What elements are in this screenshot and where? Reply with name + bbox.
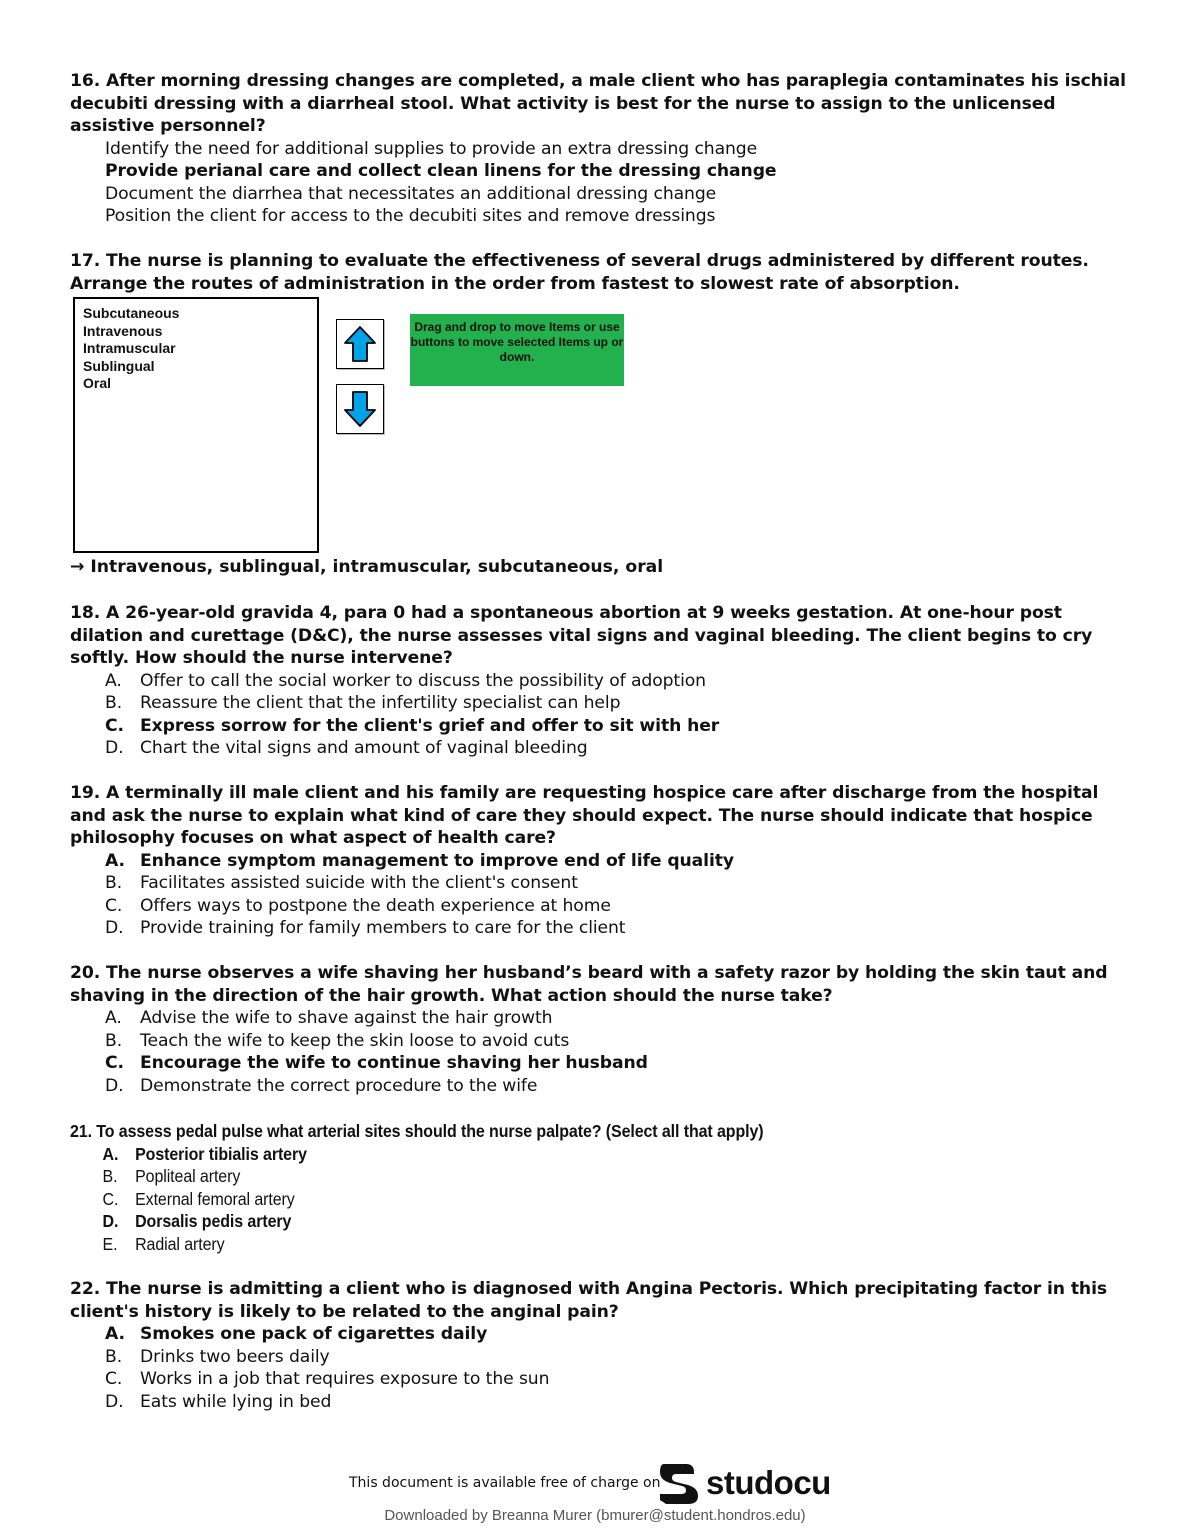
option-correct	[70, 715, 1130, 738]
question-17	[70, 250, 1130, 295]
question-stem: 16. After morning dressing changes are completed, a male client who has paraplegia contaminates his ischial decubiti dressing with a diarrheal stool. What activity is best for the nurse to assign to the unlicensed assistive personnel?	[70, 71, 1126, 136]
option-text: Smokes one pack of cigarettes daily	[140, 1324, 488, 1344]
question-stem: 20. The nurse observes a wife shaving her husband’s beard with a safety razor by holding the skin taut and shaving in the direction of the hair growth. What action should the nurse take?	[70, 963, 1108, 1006]
option-correct	[70, 1323, 1130, 1346]
option-letter: C.	[105, 1053, 124, 1073]
question-20	[70, 962, 1130, 1097]
option-letter: A.	[105, 670, 122, 691]
options-list	[70, 1323, 1130, 1413]
option-letter: D.	[105, 1391, 124, 1412]
option-text: Posterior tibialis artery	[135, 1143, 307, 1164]
option-letter: C.	[105, 1369, 123, 1389]
drag-item-oral[interactable]: Oral	[83, 375, 112, 391]
option-letter: C.	[102, 1188, 119, 1209]
option-letter: A.	[102, 1143, 119, 1164]
option-text: Enhance symptom management to improve end of life quality	[140, 850, 734, 871]
option-text: Position the client for access to the decubiti sites and remove dressings	[105, 206, 716, 226]
option-letter: A.	[105, 1324, 125, 1344]
option-letter: D.	[105, 1075, 124, 1096]
arrow-right-icon: →	[70, 557, 85, 577]
option	[70, 183, 1130, 206]
move-down-button[interactable]	[336, 384, 384, 434]
option-text: Drinks two beers daily	[140, 1346, 330, 1367]
option-text: Reassure the client that the infertility specialist can help	[140, 693, 621, 713]
question-19	[70, 782, 1130, 940]
option-text: Facilitates assisted suicide with the client's consent	[140, 873, 578, 893]
drag-item-sublingual[interactable]: Sublingual	[83, 357, 155, 374]
option	[70, 872, 1130, 895]
option-letter: C.	[105, 895, 123, 916]
option-letter: A.	[105, 850, 125, 871]
question-16	[70, 70, 1130, 228]
option-text: Chart the vital signs and amount of vaginal bleeding	[140, 738, 588, 758]
option	[70, 917, 1130, 940]
option-text: Popliteal artery	[135, 1166, 241, 1186]
option-text: Dorsalis pedis artery	[135, 1211, 292, 1231]
arrow-down-icon	[343, 390, 377, 428]
question-stem: 21. To assess pedal pulse what arterial sites should the nurse palpate? (Select all that apply)	[70, 1121, 764, 1141]
option-text: Identify the need for additional supplies to provide an extra dressing change	[105, 138, 758, 159]
option	[70, 670, 1130, 693]
option-text: Radial artery	[135, 1233, 225, 1254]
option-text: Offer to call the social worker to discuss the possibility of adoption	[140, 670, 706, 691]
option	[70, 138, 1130, 161]
option-correct	[70, 1210, 1056, 1233]
option-letter: C.	[105, 715, 124, 736]
option	[70, 1368, 1130, 1391]
brand-name: studocu	[706, 1464, 831, 1501]
drag-drop-hint: Drag and drop to move Items or use buttons to move selected Items up or down.	[410, 314, 624, 386]
option-correct	[70, 1052, 1130, 1075]
option	[70, 737, 1130, 760]
option-text: Offers ways to postpone the death experience at home	[140, 895, 611, 916]
answer-line	[70, 556, 663, 578]
question-18	[70, 602, 1130, 760]
option	[70, 205, 1130, 228]
availability-note: This document is available free of charge on	[349, 1475, 661, 1491]
option-letter: D.	[105, 738, 124, 758]
arrow-up-icon	[343, 325, 377, 363]
option-letter: E.	[102, 1233, 118, 1254]
options-list	[70, 138, 1130, 228]
option	[70, 1188, 1056, 1211]
question-stem: 19. A terminally ill male client and his family are requesting hospice care after discharge from the hospital and ask the nurse to explain what kind of care they should expect. The nurse should indicate that hospice philosophy focuses on what aspect of health care?	[70, 783, 1099, 848]
option-correct	[70, 160, 1130, 183]
option	[70, 1007, 1130, 1030]
option	[70, 692, 1130, 715]
option-text: Demonstrate the correct procedure to the wife	[140, 1075, 538, 1096]
question-stem: 17. The nurse is planning to evaluate the effectiveness of several drugs administered by different routes. Arrange the routes of administration in the order from fastest to slowest rate of absorption.	[70, 251, 1089, 294]
option-letter: B.	[105, 693, 123, 713]
question-stem: 22. The nurse is admitting a client who is diagnosed with Angina Pectoris. Which precipitating factor in this client's history is likely to be related to the anginal pain?	[70, 1279, 1107, 1322]
drag-drop-list[interactable]	[73, 297, 319, 553]
option-letter: D.	[105, 918, 124, 938]
option-text: Document the diarrhea that necessitates an additional dressing change	[105, 183, 717, 204]
options-list	[70, 1007, 1130, 1097]
drag-item-subcutaneous[interactable]: Subcutaneous	[83, 305, 180, 321]
option-text: Encourage the wife to continue shaving her husband	[140, 1053, 648, 1073]
option-text: Teach the wife to keep the skin loose to avoid cuts	[140, 1030, 570, 1051]
drag-item-intramuscular[interactable]: Intramuscular	[83, 340, 176, 356]
studocu-logo-icon	[656, 1460, 702, 1506]
option-text: Provide perianal care and collect clean linens for the dressing change	[105, 161, 777, 181]
options-list	[70, 1143, 1130, 1256]
option-correct	[70, 1143, 1056, 1166]
option	[70, 1346, 1130, 1369]
studocu-logo-link[interactable]	[656, 1460, 831, 1506]
answer-text: Intravenous, sublingual, intramuscular, subcutaneous, oral	[90, 557, 664, 577]
options-list	[70, 850, 1130, 940]
move-up-button[interactable]	[336, 319, 384, 369]
option	[70, 1030, 1130, 1053]
option-correct	[70, 850, 1130, 873]
option	[70, 1391, 1130, 1414]
option-letter: B.	[105, 1346, 123, 1367]
option-letter: B.	[102, 1166, 118, 1186]
option-letter: D.	[102, 1211, 119, 1231]
option	[70, 895, 1130, 918]
option-text: Works in a job that requires exposure to the sun	[140, 1369, 550, 1389]
option-text: Provide training for family members to care for the client	[140, 918, 626, 938]
option-text: Advise the wife to shave against the hair growth	[140, 1008, 553, 1028]
downloaded-by-note: Downloaded by Breanna Murer (bmurer@student.hondros.edu)	[384, 1507, 806, 1524]
question-22	[70, 1278, 1130, 1413]
options-list	[70, 670, 1130, 760]
option-letter: B.	[105, 1030, 123, 1051]
option-letter: A.	[105, 1008, 122, 1028]
question-stem: 18. A 26-year-old gravida 4, para 0 had a spontaneous abortion at 9 weeks gestation. At one-hour post dilation and curettage (D&C), the nurse assesses vital signs and vaginal bleeding. The client begins to cry softly. How should the nurse intervene?	[70, 603, 1093, 668]
option-text: Eats while lying in bed	[140, 1391, 332, 1412]
option-text: Express sorrow for the client's grief and offer to sit with her	[140, 715, 720, 736]
option-letter: B.	[105, 873, 123, 893]
option	[70, 1165, 1056, 1188]
option-text: External femoral artery	[135, 1188, 295, 1209]
drag-item-intravenous[interactable]: Intravenous	[83, 322, 163, 339]
option	[70, 1233, 1056, 1256]
option	[70, 1075, 1130, 1098]
question-21	[70, 1120, 1130, 1255]
